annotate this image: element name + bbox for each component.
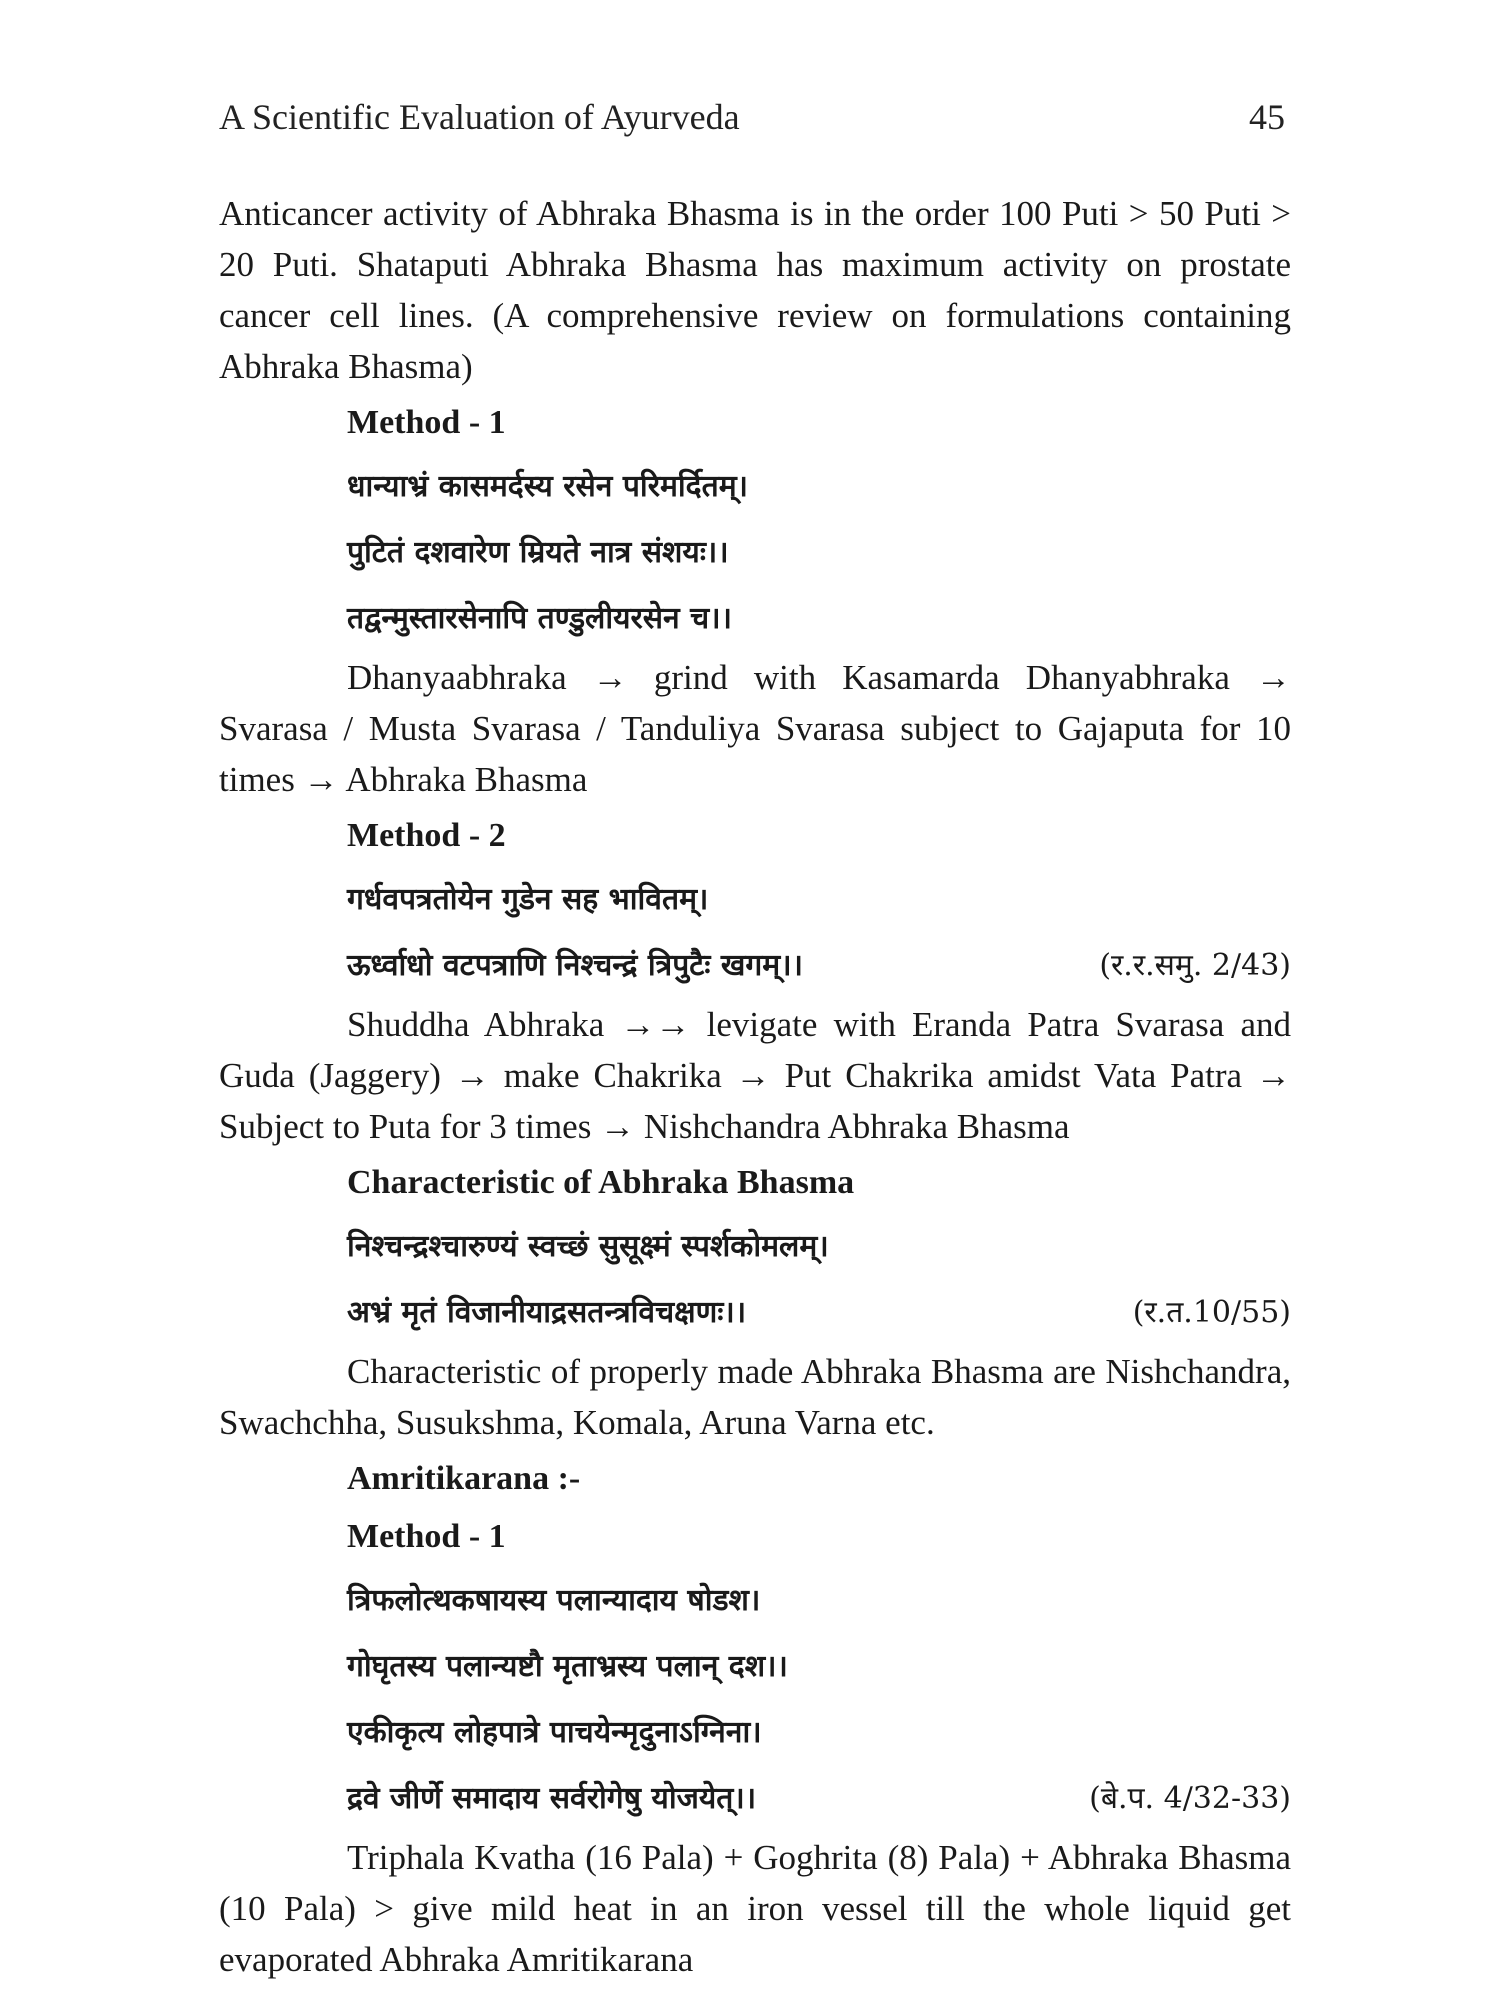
- sanskrit-verse: गोघृतस्य पलान्यष्टौ मृताभ्रस्य पलान् दश।।: [347, 1649, 788, 1684]
- sanskrit-verse: गर्धवपत्रतोयेन गुडेन सह भावितम्।: [347, 882, 709, 917]
- method-1-heading: Method - 1: [347, 404, 506, 441]
- sanskrit-verse: एकीकृत्य लोहपात्रे पाचयेन्मृदुनाऽग्निना।: [347, 1715, 762, 1750]
- verse-text: द्रवे जीर्णे समादाय सर्वरोगेषु योजयेत्।।: [347, 1781, 757, 1816]
- running-head-title: A Scientific Evaluation of Ayurveda: [219, 97, 740, 137]
- page-body: [219, 188, 1291, 1985]
- verse-text: ऊर्ध्वाधो वटपत्राणि निश्चन्द्रं त्रिपुटैः खगम्।।: [347, 948, 803, 983]
- sanskrit-verse: त्रिफलोत्थकषायस्य पलान्यादाय षोडश।: [347, 1583, 761, 1618]
- method-1-description: Dhanyaabhraka → grind with Kasamarda Dhanyabhraka → Svarasa / Musta Svarasa / Tanduliya Svarasa subject to Gajaputa for 10 times → Abhraka Bhasma: [219, 658, 1291, 799]
- amritikarana-method-1-heading: Method - 1: [347, 1518, 506, 1555]
- verse-reference: (र.र.समु. 2/43): [1099, 948, 1291, 983]
- sanskrit-verse: तद्वन्मुस्तारसेनापि तण्डुलीयरसेन च।।: [347, 601, 732, 636]
- sanskrit-verse-with-reference: [347, 1766, 1291, 1832]
- verse-text: अभ्रं मृतं विजानीयाद्रसतन्त्रविचक्षणः।।: [347, 1295, 747, 1330]
- sanskrit-verse-with-reference: [347, 1280, 1291, 1346]
- sanskrit-verse-with-reference: [347, 933, 1291, 999]
- characteristic-heading: Characteristic of Abhraka Bhasma: [347, 1164, 855, 1201]
- verse-reference: (बे.प. 4/32-33): [1089, 1781, 1291, 1816]
- amritikarana-heading: Amritikarana :-: [347, 1460, 581, 1497]
- characteristic-description: Characteristic of properly made Abhraka Bhasma are Nishchandra, Swachchha, Susukshma, Komala, Aruna Varna etc.: [219, 1352, 1291, 1442]
- method-2-heading: Method - 2: [347, 817, 506, 854]
- page-number: 45: [1249, 97, 1285, 137]
- sanskrit-verse: निश्चन्द्रश्चारुण्यं स्वच्छं सुसूक्ष्मं स्पर्शकोमलम्।: [347, 1229, 829, 1264]
- sanskrit-verse: पुटितं दशवारेण म्रियते नात्र संशयः।।: [347, 535, 729, 570]
- intro-paragraph: Anticancer activity of Abhraka Bhasma is in the order 100 Puti > 50 Puti > 20 Puti. Shataputi Abhraka Bhasma has maximum activity on prostate cancer cell lines. (A comprehensive review on formulations containing Abhraka Bhasma): [219, 194, 1291, 386]
- method-2-description: Shuddha Abhraka →→ levigate with Eranda Patra Svarasa and Guda (Jaggery) → make Chakrika → Put Chakrika amidst Vata Patra → Subject to Puta for 3 times → Nishchandra Abhraka Bhasma: [219, 1005, 1291, 1146]
- verse-reference: (र.त.10/55): [1132, 1295, 1291, 1330]
- sanskrit-verse: धान्याभ्रं कासमर्दस्य रसेन परिमर्दितम्।: [347, 469, 749, 504]
- amritikarana-description: Triphala Kvatha (16 Pala) + Goghrita (8) Pala) + Abhraka Bhasma (10 Pala) > give mild heat in an iron vessel till the whole liquid get evaporated Abhraka Amritikarana: [219, 1838, 1291, 1979]
